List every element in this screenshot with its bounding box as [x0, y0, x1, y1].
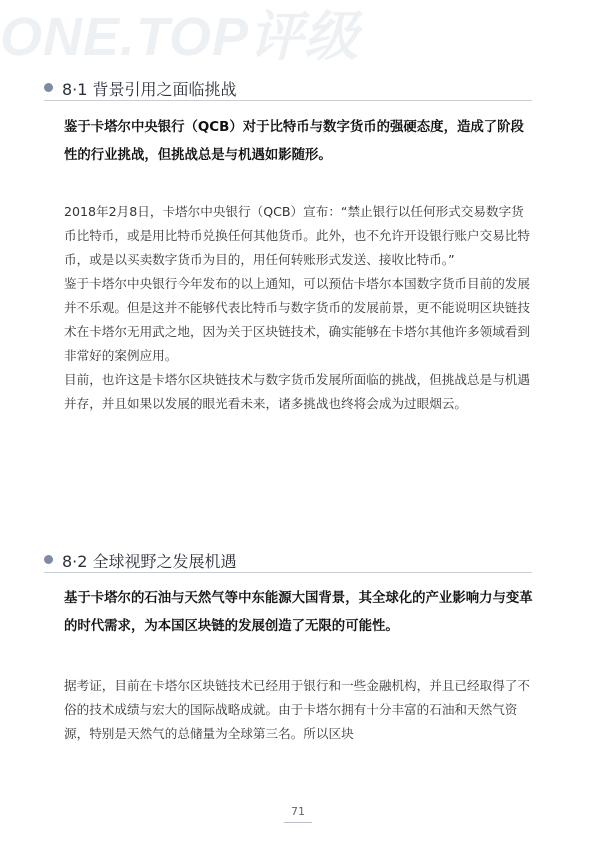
section-heading-8-2	[44, 548, 532, 573]
body-paragraph: 目前，也许这是卡塔尔区块链技术与数字货币发展所面临的挑战，但挑战总是与机遇并存，并且如果以发展的眼光看未来，诸多挑战也终将会成为过眼烟云。	[64, 372, 530, 411]
bullet-dot-icon	[44, 83, 53, 92]
section-body	[64, 674, 536, 746]
body-paragraph: 据考证，目前在卡塔尔区块链技术已经用于银行和一些金融机构，并且已经取得了不俗的技术成绩与宏大的国际战略成就。由于卡塔尔拥有十分丰富的石油和天然气资源，特别是天然气的总储量为全球第三名。所以区块	[64, 678, 530, 741]
body-paragraph: 鉴于卡塔尔中央银行今年发布的以上通知，可以预估卡塔尔本国数字货币目前的发展并不乐观。但是这并不能够代表比特币与数字货币的发展前景，更不能说明区块链技术在卡塔尔无用武之地，因为关于区块链技术，确实能够在卡塔尔其他许多领域看到非常好的案例应用。	[64, 276, 530, 363]
section-title: 8·1 背景引用之面临挑战	[62, 80, 237, 99]
section-lead: 基于卡塔尔的石油与天然气等中东能源大国背景，其全球化的产业影响力与变革的时代需求，为本国区块链的发展创造了无限的可能性。	[64, 591, 533, 634]
watermark-logo: ONE.TOP评级	[0, 7, 360, 67]
section-heading-8-1	[44, 76, 532, 101]
section-title: 8·2 全球视野之发展机遇	[62, 552, 237, 571]
body-paragraph: 2018年2月8日，卡塔尔中央银行（QCB）宣布：“禁止银行以任何形式交易数字货币比特币，或是用比特币兑换任何其他货币。此外，也不允许开设银行账户交易比特币，或是以买卖数字货币为目的，用任何转账形式发送、接收比特币。”	[64, 204, 530, 267]
section-lead: 鉴于卡塔尔中央银行（QCB）对于比特币与数字货币的强硬态度，造成了阶段性的行业挑战，但挑战总是与机遇如影随形。	[64, 120, 524, 163]
page-number: 71	[291, 805, 305, 818]
page-number-rule	[284, 822, 312, 823]
section-body	[64, 200, 536, 416]
bullet-dot-icon	[44, 555, 53, 564]
